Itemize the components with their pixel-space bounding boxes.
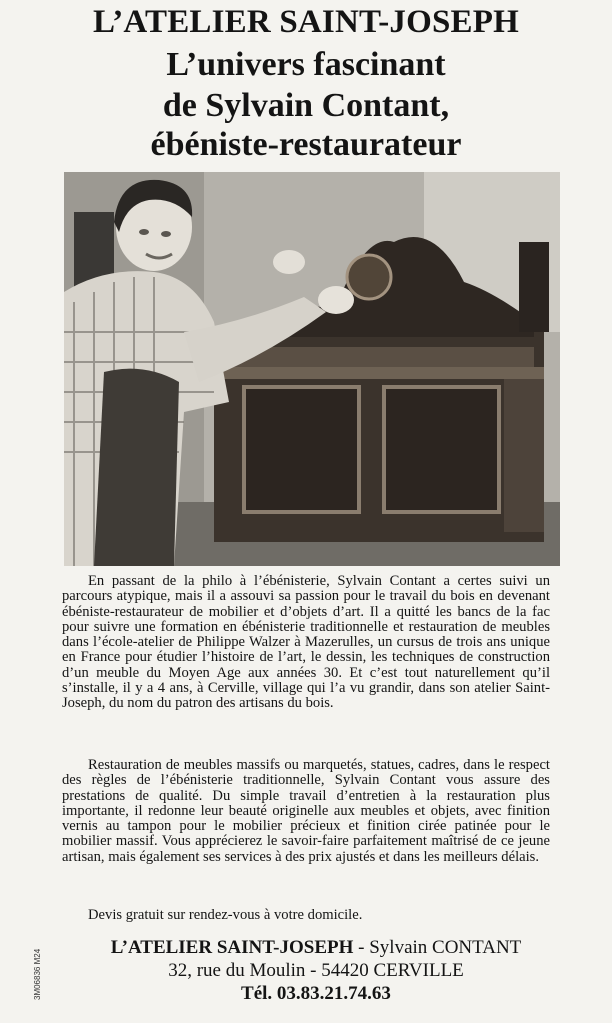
footer-business-name: L’ATELIER SAINT-JOSEPH [110,937,354,958]
headline-title: L’ATELIER SAINT-JOSEPH [93,4,519,40]
footer-separator: - [353,937,370,958]
footer-phone: Tél. 03.83.21.74.63 [241,983,391,1004]
article-paragraph-3: Devis gratuit sur rendez-vous à votre domicile. [88,907,363,923]
headline-line-3: ébéniste-restaurateur [150,126,462,163]
side-reference-code: 3M06836 M24 [33,948,42,1000]
headline-line-2: de Sylvain Contant, [162,87,450,124]
article-paragraph-2: Restauration de meubles massifs ou marquetés, statues, cadres, dans le respect des règles de l’ébénisterie traditionnelle, Sylvain Contant vous assure des prestations de qualité. Du simple travail d’entretien à la restauration plus importante, il redonne leur beauté originelle aux meubles et objets, avec finition vernis au tampon pour le mobilier précieux et finition cirée patinée pour le mobilier massif. Vous apprécierez le savoir-faire parfaitement maîtrisé de ce jeune artisan, mais également ses services à des prix ajustés et dans les meilleurs délais. [62,757,550,865]
footer-owner: Sylvain CONTANT [369,937,522,958]
photo-illustration [64,172,560,566]
footer-address: 32, rue du Moulin - 54420 CERVILLE [168,960,464,981]
article-paragraph-1: En passant de la philo à l’ébénisterie, Sylvain Contant a certes suivi un parcours atypique, mais il a assouvi sa passion pour le travail du bois en devenant ébéniste-restaurateur de mobilier et d’objets d’art. Il a quitté les bancs de la fac pour suivre une formation en ébénisterie traditionnelle et restauration de meubles dans l’école-atelier de Philippe Walzer à Mazerulles, un cursus de trois ans unique en France pour étudier l’histoire de l’art, le dessin, les techniques de construction d’un meuble du Moyen Age aux années 30. Et c’est tout naturellement qu’il s’installe, il y a 4 ans, à Cerville, village qui l’a vu grandir, dans son atelier Saint-Joseph, du nom du patron des artisans du bois. [62,573,550,712]
article-photo [64,172,560,566]
footer-line-1 [60,938,572,957]
headline-line-1: L’univers fascinant [166,46,446,83]
